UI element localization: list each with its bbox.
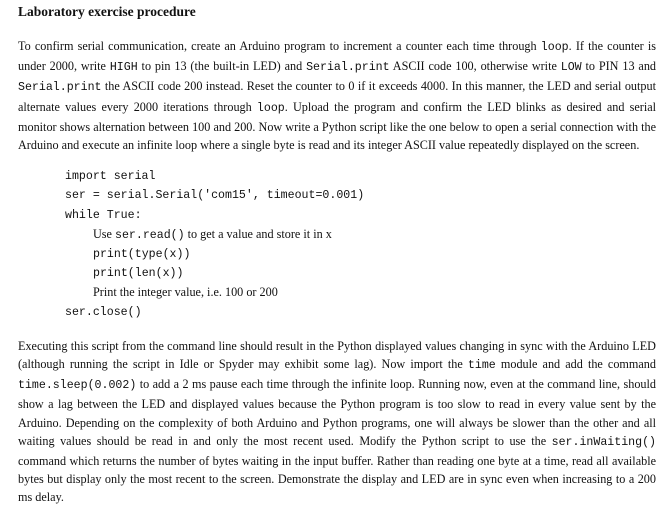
code-line: print(type(x)) [93, 248, 191, 262]
code-line-pseudocode [65, 225, 656, 245]
text-run: ASCII code 100, otherwise write [389, 59, 561, 74]
inline-code: Serial.print [18, 81, 102, 95]
instructions-paragraph-1 [18, 37, 656, 154]
text-run: To confirm serial communication, create an Arduino program to increment a counter each time through [18, 39, 541, 53]
text-run: Executing this script from the command line should result in the Python displayed values changing in sync with the Arduino LED (although running the script in Idle or Spyder may exhibit some lag). Now import the [18, 338, 656, 372]
text-run: . If the counter is under 2000, write [18, 39, 656, 74]
text-run: command which returns the number of bytes waiting in the input buffer. Rather than reading one byte at a time, read all available bytes but display only the most recent to the screen. Demonstrate the display and LED are in sync even when increasing to a 200 ms delay. [18, 454, 656, 505]
text-run: to pin 13 (the built-in LED) and [137, 59, 307, 74]
text-run: to get a value and store it in x [184, 226, 332, 241]
inline-code: time [467, 359, 496, 373]
text-run: module and add the command [495, 357, 656, 372]
code-line: ser.close() [65, 305, 142, 319]
text-run: to add a 2 ms pause each time through the infinite loop. Running now, even at the command line, should show a lag between the LED and displayed values because the Python program is too slow to read in every value sent by the Arduino. Depending on the complexity of both Arduino and Python programs, one will always be slower than the other and all waiting values should be read in and only the most recent used. Modify the Python script to use the [18, 377, 656, 448]
python-code-block [18, 167, 656, 322]
text-run: the ASCII code 200 instead. Reset the counter to 0 if it exceeds 4000. In this manner, the LED and serial output alternate values every 2000 iterations through [18, 79, 656, 114]
inline-code: Serial.print [306, 61, 390, 75]
code-line: print(len(x)) [93, 267, 184, 281]
code-line: while True: [65, 208, 142, 222]
code-line-pseudocode: Print the integer value, i.e. 100 or 200 [93, 285, 278, 300]
inline-code: time.sleep(0.002) [18, 379, 137, 393]
inline-code: ser.read() [115, 228, 185, 242]
inline-code: LOW [560, 61, 582, 75]
text-run: . Upload the program and confirm the LED blinks as desired and serial monitor shows alternation between 100 and 200. Now write a Python script like the one below to open a serial connection with the Arduino and execute an infinite loop where a single byte is read and its integer ASCII value repeatedly displayed on the screen. [18, 99, 656, 153]
inline-code: HIGH [109, 61, 138, 75]
text-run: to PIN 13 and [581, 59, 657, 74]
document-page [18, 4, 656, 507]
code-line: import serial [65, 170, 156, 184]
code-line: ser = serial.Serial('com15', timeout=0.001) [65, 189, 365, 203]
instructions-paragraph-2 [18, 337, 656, 507]
text-run: Use [93, 226, 116, 241]
inline-code: loop [540, 41, 569, 54]
inline-code: ser.inWaiting() [551, 435, 656, 449]
inline-code: loop [256, 101, 285, 115]
section-heading: Laboratory exercise procedure [18, 4, 196, 19]
